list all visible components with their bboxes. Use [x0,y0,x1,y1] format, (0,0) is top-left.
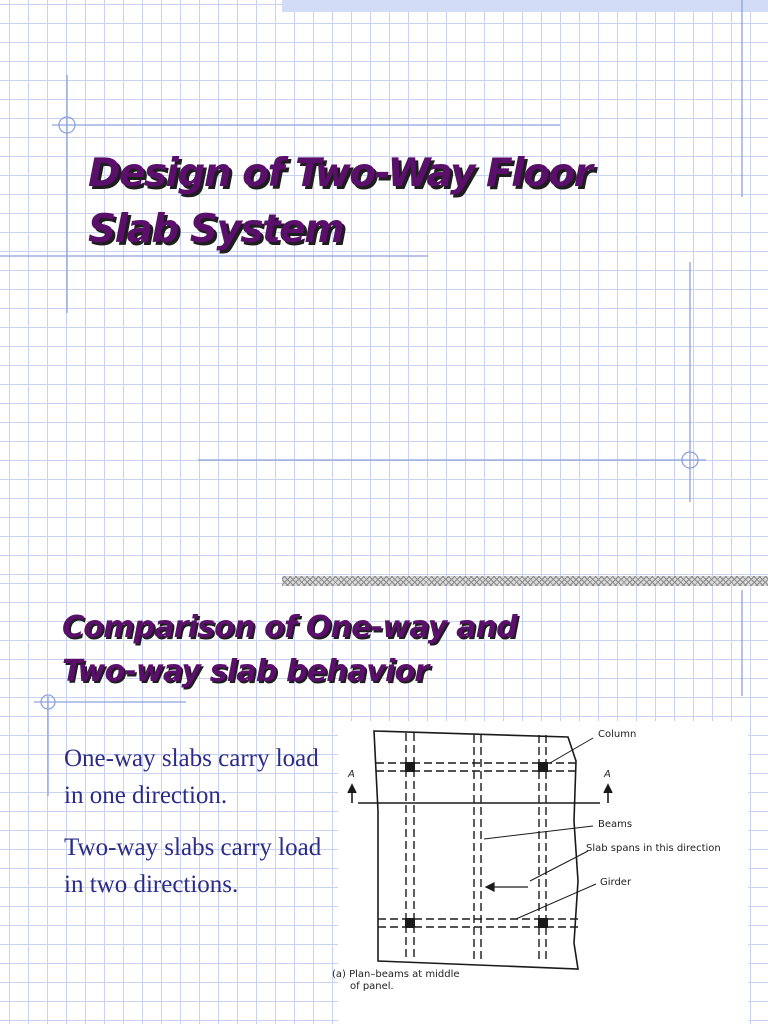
bullet-list [64,740,344,918]
comparison-heading [62,606,702,694]
column-bottom-left [405,918,415,928]
figure-caption [332,969,552,993]
bullet-two-way: Two-way slabs carry load in two directions. [64,834,322,898]
leader-column [550,738,593,763]
span-arrowhead [486,883,494,891]
slab-plan-figure [332,721,748,1024]
label-beams: Beams [598,819,633,830]
slide-title-heading [88,146,728,258]
label-column: Column [598,729,637,740]
column-top-left [405,762,415,772]
bullet-one-way: One-way slabs carry load in one direction. [64,745,319,809]
column-bottom-right [538,918,548,928]
section-arrowhead-left [348,785,356,793]
heading-line-1: Comparison of One-way and [62,610,517,645]
caption-line-1: (a) Plan–beams at middle [332,969,460,980]
title-line-1: Design of Two-Way Floor [88,151,592,196]
label-section-right: A [604,769,611,780]
slide-comparison [0,576,768,1024]
label-section-left: A [348,769,355,780]
section-arrowhead-right [604,785,612,793]
label-slab-spans: Slab spans in this direction [586,843,721,854]
column-top-right [538,762,548,772]
caption-line-2: of panel. [350,981,394,992]
label-girder: Girder [600,877,632,888]
leader-girder [516,884,596,919]
heading-line-2: Two-way slab behavior [62,654,429,689]
title-line-2: Slab System [88,207,344,252]
